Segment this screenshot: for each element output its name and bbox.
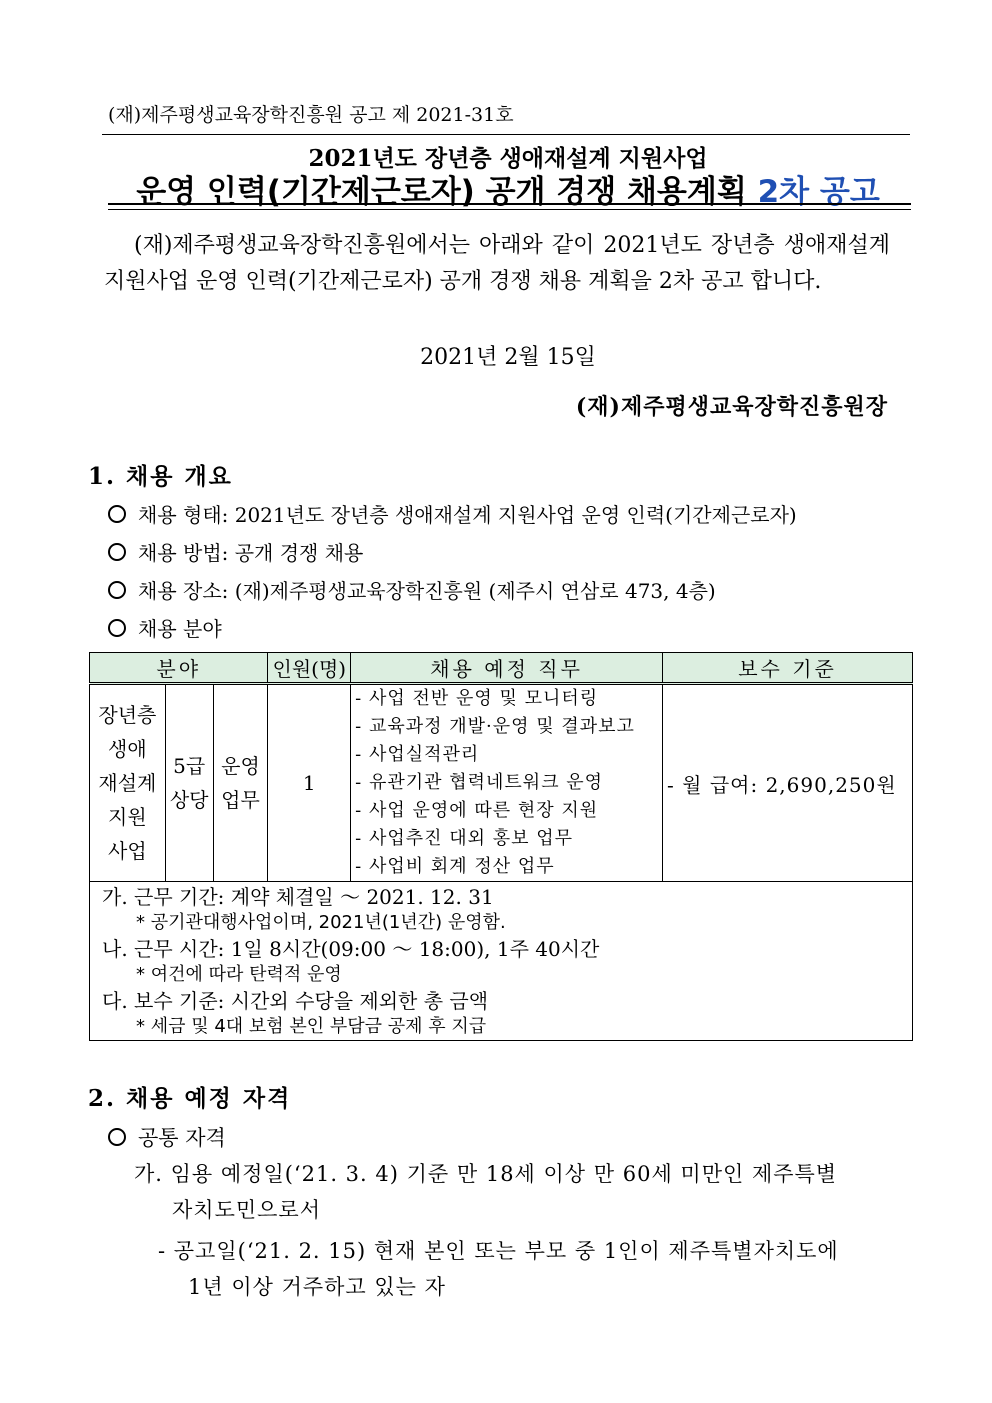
title-line-1: 2021년도 장년층 생애재설계 지원사업 (308, 145, 708, 172)
section1-item: 채용 분야 (108, 613, 222, 642)
table-header-row (90, 653, 913, 684)
count-cell: 1 (268, 684, 351, 882)
notice-date: 2021년 2월 15일 (420, 345, 596, 370)
note-line: 다. 보수 기준: 시간외 수당을 제외한 총 금액 (102, 989, 489, 1013)
title-underline (108, 203, 911, 210)
note-sub-line: * 여건에 따라 탄력적 운영 (136, 964, 342, 985)
qualification-sub-line2: 1년 이상 거주하고 있는 자 (188, 1275, 446, 1299)
duty-item: - 유관기관 협력네트워크 운영 (355, 772, 604, 793)
intro-paragraph (104, 228, 890, 300)
note-sub-line: * 세금 및 4대 보험 본인 부담금 공제 후 지급 (136, 1016, 487, 1037)
section1-heading: 1. 채용 개요 (88, 463, 233, 490)
top-divider (102, 134, 910, 135)
recruitment-table (89, 652, 913, 1041)
grade-cell: 5급 상당 (165, 684, 213, 882)
notes-cell (90, 882, 913, 1041)
table-row (90, 684, 913, 882)
circle-bullet-icon (108, 1128, 126, 1146)
duty-item: - 사업비 회계 정산 업무 (355, 856, 555, 877)
circle-bullet-icon (108, 505, 126, 523)
header-count: 인원(명) (268, 653, 351, 684)
duty-item: - 사업 운영에 따른 현장 지원 (355, 800, 599, 821)
duty-item: - 사업추진 대외 홍보 업무 (355, 828, 574, 849)
section1-item: 채용 형태: 2021년도 장년층 생애재설계 지원사업 운영 인력(기간제근로자) (108, 499, 797, 528)
qualification-a-line1: 가. 임용 예정일(‘21. 3. 4) 기준 만 18세 이상 만 60세 미만인 제주특별 (134, 1162, 838, 1186)
section2-bullet: 공통 자격 (108, 1122, 226, 1152)
notes-row (90, 882, 913, 1041)
circle-bullet-icon (108, 581, 126, 599)
duty-item: - 사업실적관리 (355, 744, 480, 765)
title-highlight: 2차 공고 (757, 174, 880, 210)
note-sub-line: * 공기관대행사업이며, 2021년(1년간) 운영함. (136, 912, 506, 933)
signer: (재)제주평생교육장학진흥원장 (575, 394, 888, 420)
header-field: 분야 (90, 653, 268, 684)
qualification-a-line2: 자치도민으로서 (172, 1198, 322, 1222)
work-cell: 운영 업무 (213, 684, 268, 882)
title-main: 운영 인력(기간제근로자) 공개 경쟁 채용계획 (136, 174, 758, 210)
notice-number: (재)제주평생교육장학진흥원 공고 제 2021-31호 (108, 104, 514, 126)
duties-cell (351, 684, 663, 882)
note-line: 가. 근무 기간: 계약 체결일 ～ 2021. 12. 31 (102, 885, 494, 909)
note-line: 나. 근무 시간: 1일 8시간(09:00 ～ 18:00), 1주 40시간 (102, 937, 600, 961)
section1-item: 채용 장소: (재)제주평생교육장학진흥원 (제주시 연삼로 473, 4층) (108, 575, 716, 604)
duty-item: - 사업 전반 운영 및 모니터링 (355, 688, 599, 709)
header-pay: 보수 기준 (663, 653, 913, 684)
intro-text: (재)제주평생교육장학진흥원에서는 아래와 같이 2021년도 장년층 생애재설계 지원사업 운영 인력(기간제근로자) 공개 경쟁 채용 계획을 2차 공고 합니다. (104, 233, 890, 294)
duty-item: - 교육과정 개발·운영 및 결과보고 (355, 716, 635, 737)
section2-heading: 2. 채용 예정 자격 (88, 1085, 292, 1112)
circle-bullet-icon (108, 543, 126, 561)
qualification-sub-line1: - 공고일(‘21. 2. 15) 현재 본인 또는 부모 중 1인이 제주특별자치도에 (158, 1239, 839, 1263)
header-duties: 채용 예정 직무 (351, 653, 663, 684)
circle-bullet-icon (108, 619, 126, 637)
field-cell: 장년층 생애 재설계 지원 사업 (90, 684, 166, 882)
pay-cell: - 월 급여: 2,690,250원 (663, 684, 913, 882)
section1-item: 채용 방법: 공개 경쟁 채용 (108, 537, 363, 566)
